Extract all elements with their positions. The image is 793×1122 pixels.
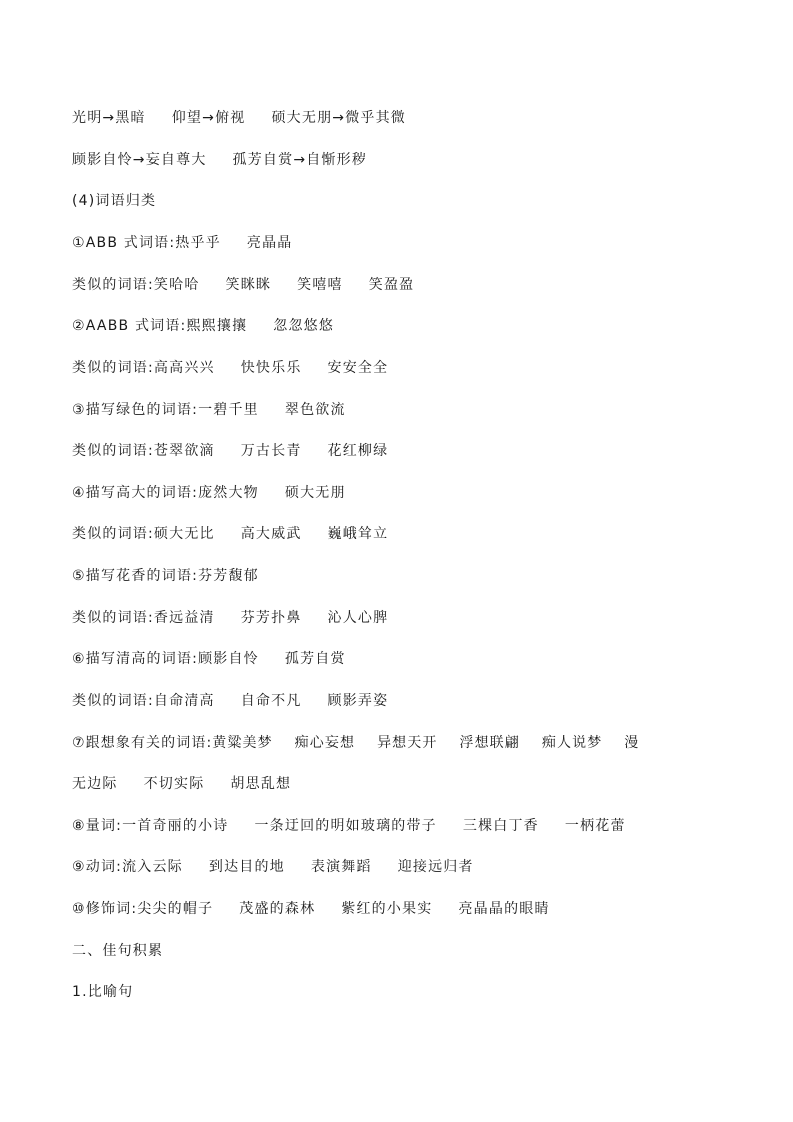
text-segment: 巍峨耸立 [327, 526, 389, 542]
text-segment: 痴心妄想 [294, 735, 356, 751]
text-segment: ⑨动词:流入云际 [72, 859, 183, 875]
text-segment: 类似的词语:高高兴兴 [72, 360, 215, 376]
text-segment: 浮想联翩 [459, 735, 520, 751]
text-line [72, 441, 753, 461]
text-segment: 漫 [624, 735, 640, 751]
text-line [72, 400, 753, 420]
text-segment: 紫红的小果实 [341, 901, 433, 917]
text-segment: 孤芳自赏 [284, 651, 346, 667]
text-segment: ⑩修饰词:尖尖的帽子 [72, 901, 214, 917]
text-segment: 笑嘻嘻 [297, 277, 343, 293]
text-segment: 快快乐乐 [240, 360, 302, 376]
text-line [72, 150, 753, 170]
text-segment: 1.比喻句 [72, 984, 134, 1000]
text-segment: 二、佳句积累 [72, 943, 164, 959]
text-line [72, 233, 753, 253]
section-heading [72, 941, 753, 961]
text-line [72, 483, 753, 503]
text-segment: 忽忽悠悠 [273, 318, 335, 334]
text-segment: ③描写绿色的词语:一碧千里 [72, 402, 259, 418]
text-line [72, 108, 753, 128]
text-line [72, 733, 753, 753]
text-segment: 一条迂回的明如玻璃的带子 [254, 818, 437, 834]
text-line [72, 691, 753, 711]
text-segment: 笑眯眯 [225, 277, 272, 293]
text-line [72, 566, 753, 586]
text-segment: 万古长青 [240, 443, 302, 459]
text-segment: 高大威武 [240, 526, 302, 542]
text-segment: 花红柳绿 [327, 443, 389, 459]
text-segment: (4)词语归类 [72, 193, 157, 209]
text-segment: 笑盈盈 [368, 277, 415, 293]
text-line [72, 608, 753, 628]
text-line [72, 816, 753, 836]
text-line [72, 899, 753, 919]
text-segment: 类似的词语:自命清高 [72, 693, 215, 709]
text-segment: 类似的词语:硕大无比 [72, 526, 215, 542]
text-segment: 类似的词语:笑哈哈 [72, 277, 200, 293]
text-segment: 类似的词语:苍翠欲滴 [72, 443, 215, 459]
text-line [72, 358, 753, 378]
text-segment: 光明→黑暗 [72, 110, 146, 126]
text-segment: 自命不凡 [240, 693, 302, 709]
text-line [72, 857, 753, 877]
text-segment: 顾影自怜→妄自尊大 [72, 152, 207, 168]
text-segment: 类似的词语:香远益清 [72, 610, 215, 626]
text-segment: 不切实际 [143, 776, 205, 792]
text-segment: ②AABB 式词语:熙熙攘攘 [72, 318, 248, 334]
text-segment: 茂盛的森林 [239, 901, 316, 917]
text-segment: 到达目的地 [208, 859, 285, 875]
text-segment: 亮晶晶的眼睛 [458, 901, 550, 917]
text-line [72, 316, 753, 336]
text-segment: ⑥描写清高的词语:顾影自怜 [72, 651, 259, 667]
text-segment: 一柄花蕾 [564, 818, 626, 834]
text-line [72, 774, 753, 794]
text-line [72, 649, 753, 669]
text-segment: 顾影弄姿 [327, 693, 389, 709]
text-segment: 三棵白丁香 [462, 818, 539, 834]
text-segment: 迎接远归者 [397, 859, 474, 875]
text-segment: 仰望→俯视 [171, 110, 246, 126]
text-segment: ④描写高大的词语:庞然大物 [72, 485, 259, 501]
text-line [72, 275, 753, 295]
text-segment: 安安全全 [327, 360, 389, 376]
section-heading [72, 191, 753, 211]
text-segment: 胡思乱想 [230, 776, 292, 792]
text-segment: 无边际 [72, 776, 118, 792]
text-segment: ⑤描写花香的词语:芬芳馥郁 [72, 568, 259, 584]
text-segment: 硕大无朋 [284, 485, 346, 501]
text-segment: 表演舞蹈 [310, 859, 372, 875]
text-segment: ⑧量词:一首奇丽的小诗 [72, 818, 229, 834]
text-segment: 芬芳扑鼻 [240, 610, 302, 626]
text-segment: 翠色欲流 [284, 402, 346, 418]
text-segment: 沁人心脾 [327, 610, 389, 626]
section-heading [72, 982, 753, 1002]
text-segment: ⑦跟想象有关的词语:黄粱美梦 [72, 735, 273, 751]
text-segment: 孤芳自赏→自惭形秽 [232, 152, 368, 168]
text-segment: 痴人说梦 [541, 735, 603, 751]
text-segment: 硕大无朋→微乎其微 [271, 110, 406, 126]
text-segment: 异想天开 [377, 735, 438, 751]
text-segment: ①ABB 式词语:热乎乎 [72, 235, 221, 251]
text-segment: 亮晶晶 [246, 235, 293, 251]
text-line [72, 524, 753, 544]
